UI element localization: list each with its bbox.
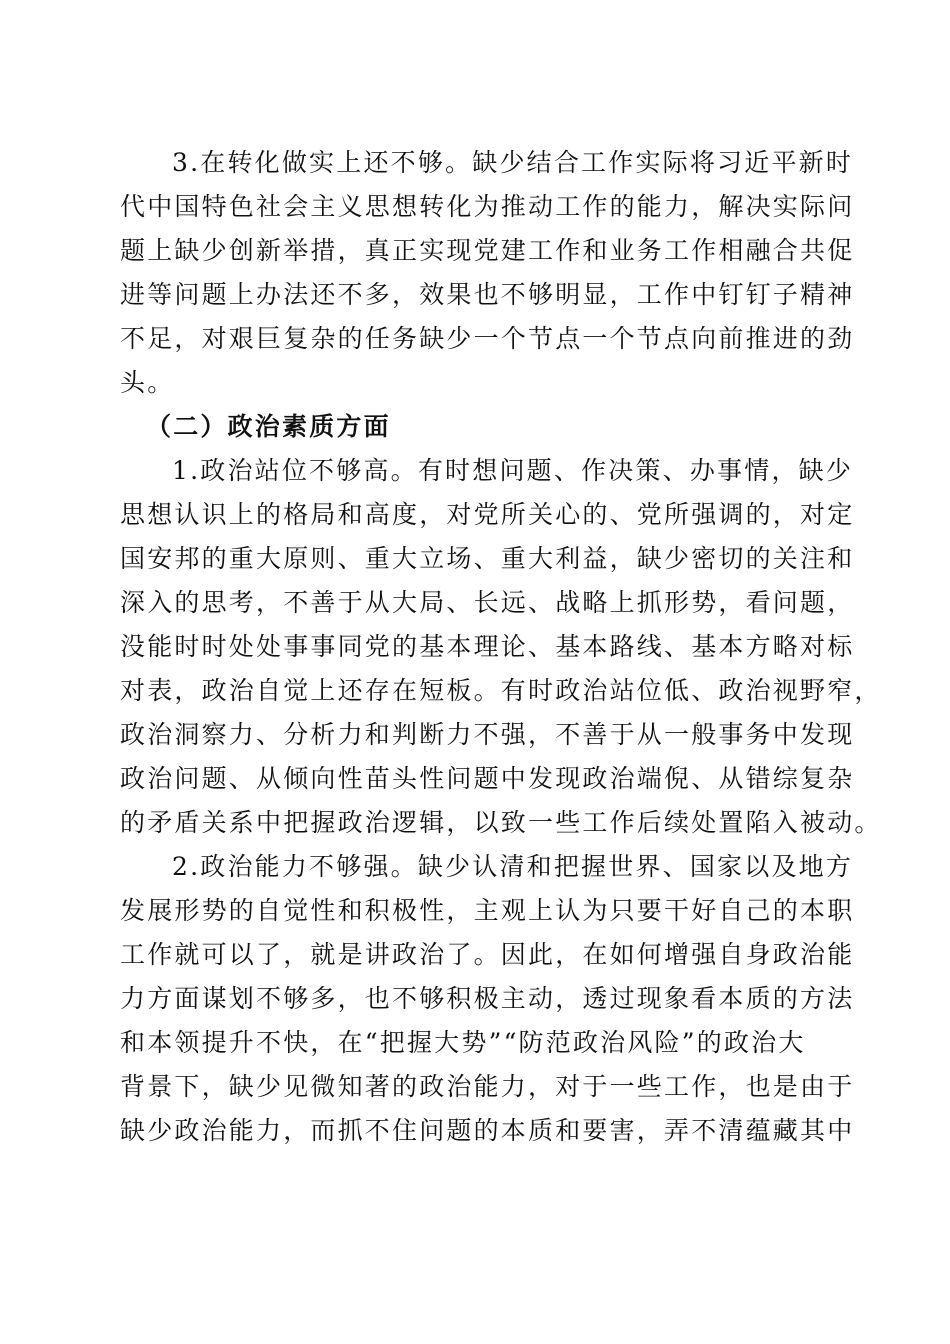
text-line: 3.在转化做实上还不够。缺少结合工作实际将习近平新时: [172, 148, 854, 177]
text-line: 不足，对艰巨复杂的任务缺少一个节点一个节点向前推进的劲: [120, 324, 855, 353]
text-line: 没能时时处处事事同党的基本理论、基本路线、基本方略对标: [120, 632, 855, 661]
text-line: 对表，政治自觉上还存在短板。有时政治站位低、政治视野窄，: [120, 676, 882, 705]
text-line: 2.政治能力不够强。缺少认清和把握世界、国家以及地方: [172, 852, 854, 881]
text-line: 头。: [120, 368, 175, 397]
text-line: 1.政治站位不够高。有时想问题、作决策、办事情，缺少: [172, 456, 854, 485]
text-line: 政治问题、从倾向性苗头性问题中发现政治端倪、从错综复杂: [120, 764, 855, 793]
text-line: 缺少政治能力，而抓不住问题的本质和要害，弄不清蕴藏其中: [120, 1116, 855, 1145]
text-line: 深入的思考，不善于从大局、长远、战略上抓形势，看问题，: [120, 588, 855, 617]
text-line: 背景下，缺少见微知著的政治能力，对于一些工作，也是由于: [120, 1072, 855, 1101]
text-line: 进等问题上办法还不多，效果也不够明显，工作中钉钉子精神: [120, 280, 855, 309]
text-line: 国安邦的重大原则、重大立场、重大利益，缺少密切的关注和: [120, 544, 855, 573]
text-line: 的矛盾关系中把握政治逻辑，以致一些工作后续处置陷入被动。: [120, 808, 882, 837]
section-heading-text: （二）政治素质方面: [146, 412, 391, 441]
text-line: 工作就可以了，就是讲政治了。因此，在如何增强自身政治能: [120, 940, 855, 969]
text-line: 力方面谋划不够多，也不够积极主动，透过现象看本质的方法: [120, 984, 855, 1013]
text-line: 和本领提升不快，在“把握大势”“防范政治风险”的政治大: [120, 1028, 806, 1057]
text-line: 题上缺少创新举措，真正实现党建工作和业务工作相融合共促: [120, 236, 855, 265]
text-line: 发展形势的自觉性和积极性，主观上认为只要干好自己的本职: [120, 896, 855, 925]
text-line: 代中国特色社会主义思想转化为推动工作的能力，解决实际问: [120, 192, 855, 221]
text-line: 政治洞察力、分析力和判断力不强，不善于从一般事务中发现: [120, 720, 855, 749]
text-line: 思想认识上的格局和高度，对党所关心的、党所强调的，对定: [120, 500, 855, 529]
